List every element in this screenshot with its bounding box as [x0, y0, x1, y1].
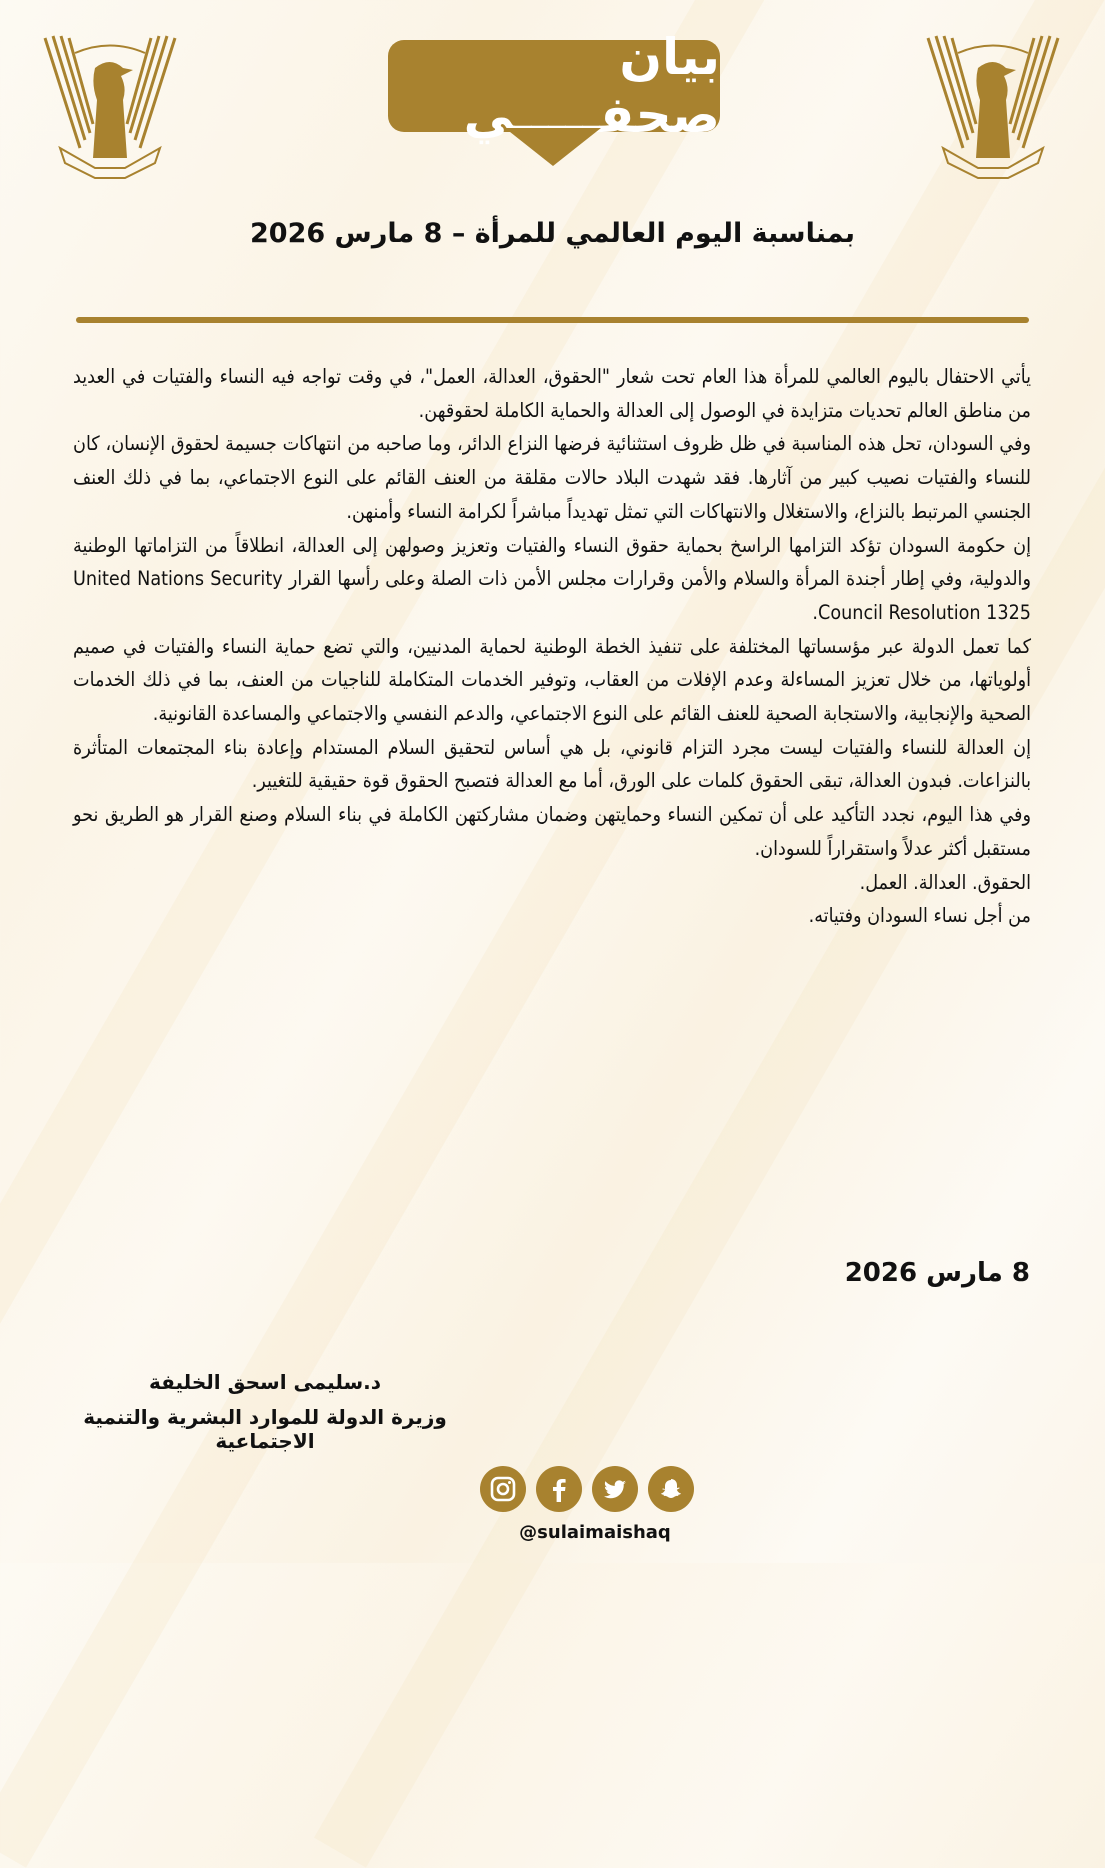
press-release-badge: [388, 28, 720, 144]
slogan: الحقوق. العدالة. العمل.: [859, 870, 1031, 894]
badge-pointer: [505, 128, 601, 166]
background-streak: [314, 0, 1105, 1868]
social-icons: [480, 1466, 694, 1512]
paragraph: وفي السودان، تحل هذه المناسبة في ظل ظروف استثنائية فرضها النزاع الدائر، وما صاحبه من انتهاكات جسيمة لحقوق الإنسان، كان للنساء والفتيات نصيب كبير من آثارها. فقد شهدت البلاد حالات مقلقة من العنف القائم على النوع الاجتماعي، بما في ذلك العنف الجنسي المرتبط بالنزاع، والاستغلال والانتهاكات التي تمثل تهديداً مباشراً لكرامة النساء وأمنهن.: [73, 432, 1031, 523]
closing-line: من أجل نساء السودان وفتياته.: [808, 904, 1031, 928]
occasion-title: بمناسبة اليوم العالمي للمرأة – 8 مارس 2026: [250, 218, 855, 249]
facebook-icon[interactable]: [536, 1466, 582, 1512]
social-handle[interactable]: @sulaimaishaq: [519, 1522, 671, 1543]
paragraph: كما تعمل الدولة عبر مؤسساتها المختلفة على تنفيذ الخطة الوطنية لحماية المدنيين، والتي تضع حماية النساء والفتيات في صميم أولوياتها، من خلال تعزيز المساءلة وعدم الإفلات من العقاب، وتوفير الخدمات المتكاملة للناجيات من العنف، بما في ذلك الخدمات الصحية والإنجابية، والاستجابة الصحية للعنف القائم على النوع الاجتماعي، والدعم النفسي والاجتماعي والمساعدة القانونية.: [73, 634, 1031, 726]
instagram-icon[interactable]: [480, 1466, 526, 1512]
press-release-label: بيان صحفـــــي: [463, 28, 720, 144]
divider: [76, 317, 1029, 323]
resolution-name: United Nations Security Council Resolution 1325: [73, 567, 1031, 624]
sudan-coat-of-arms-icon: [918, 28, 1068, 188]
twitter-icon[interactable]: [592, 1466, 638, 1512]
paragraph: وفي هذا اليوم، نجدد التأكيد على أن تمكين النساء وحمايتهن وضمان مشاركتهن الكاملة في بناء السلام وصنع القرار هو الطريق نحو مستقبل أكثر عدلاً واستقراراً للسودان.: [73, 803, 1031, 860]
signatory-title: وزيرة الدولة للموارد البشرية والتنمية الاجتماعية: [83, 1405, 447, 1453]
paragraph: يأتي الاحتفال باليوم العالمي للمرأة هذا العام تحت شعار "الحقوق، العدالة، العمل"، في وقت تواجه فيه النساء والفتيات في العديد من مناطق العالم تحديات متزايدة في الوصول إلى العدالة والحماية الكاملة لحقوقهن.: [73, 365, 1031, 422]
sudan-coat-of-arms-icon: [35, 28, 185, 188]
signatory-name: د.سليمى اسحق الخليفة: [148, 1370, 382, 1394]
statement-body: [73, 360, 1031, 933]
statement-date: 8 مارس 2026: [844, 1258, 1030, 1288]
paragraph: إن العدالة للنساء والفتيات ليست مجرد التزام قانوني، بل هي أساس لتحقيق السلام المستدام وإعادة بناء المجتمعات المتأثرة بالنزاعات. فبدون العدالة، تبقى الحقوق كلمات على الورق، أما مع العدالة فتصبح الحقوق قوة حقيقية للتغيير.: [73, 735, 1031, 793]
paragraph: إن حكومة السودان تؤكد التزامها الراسخ بحماية حقوق النساء والفتيات وتعزيز وصولهن إلى العدالة، انطلاقاً من التزاماتها الوطنية والدولية، وفي إطار أجندة المرأة والسلام والأمن وقرارات مجلس الأمن ذات الصلة وعلى رأسها القرار United Nations Security Council Resolution 1325.: [73, 533, 1031, 624]
snapchat-icon[interactable]: [648, 1466, 694, 1512]
